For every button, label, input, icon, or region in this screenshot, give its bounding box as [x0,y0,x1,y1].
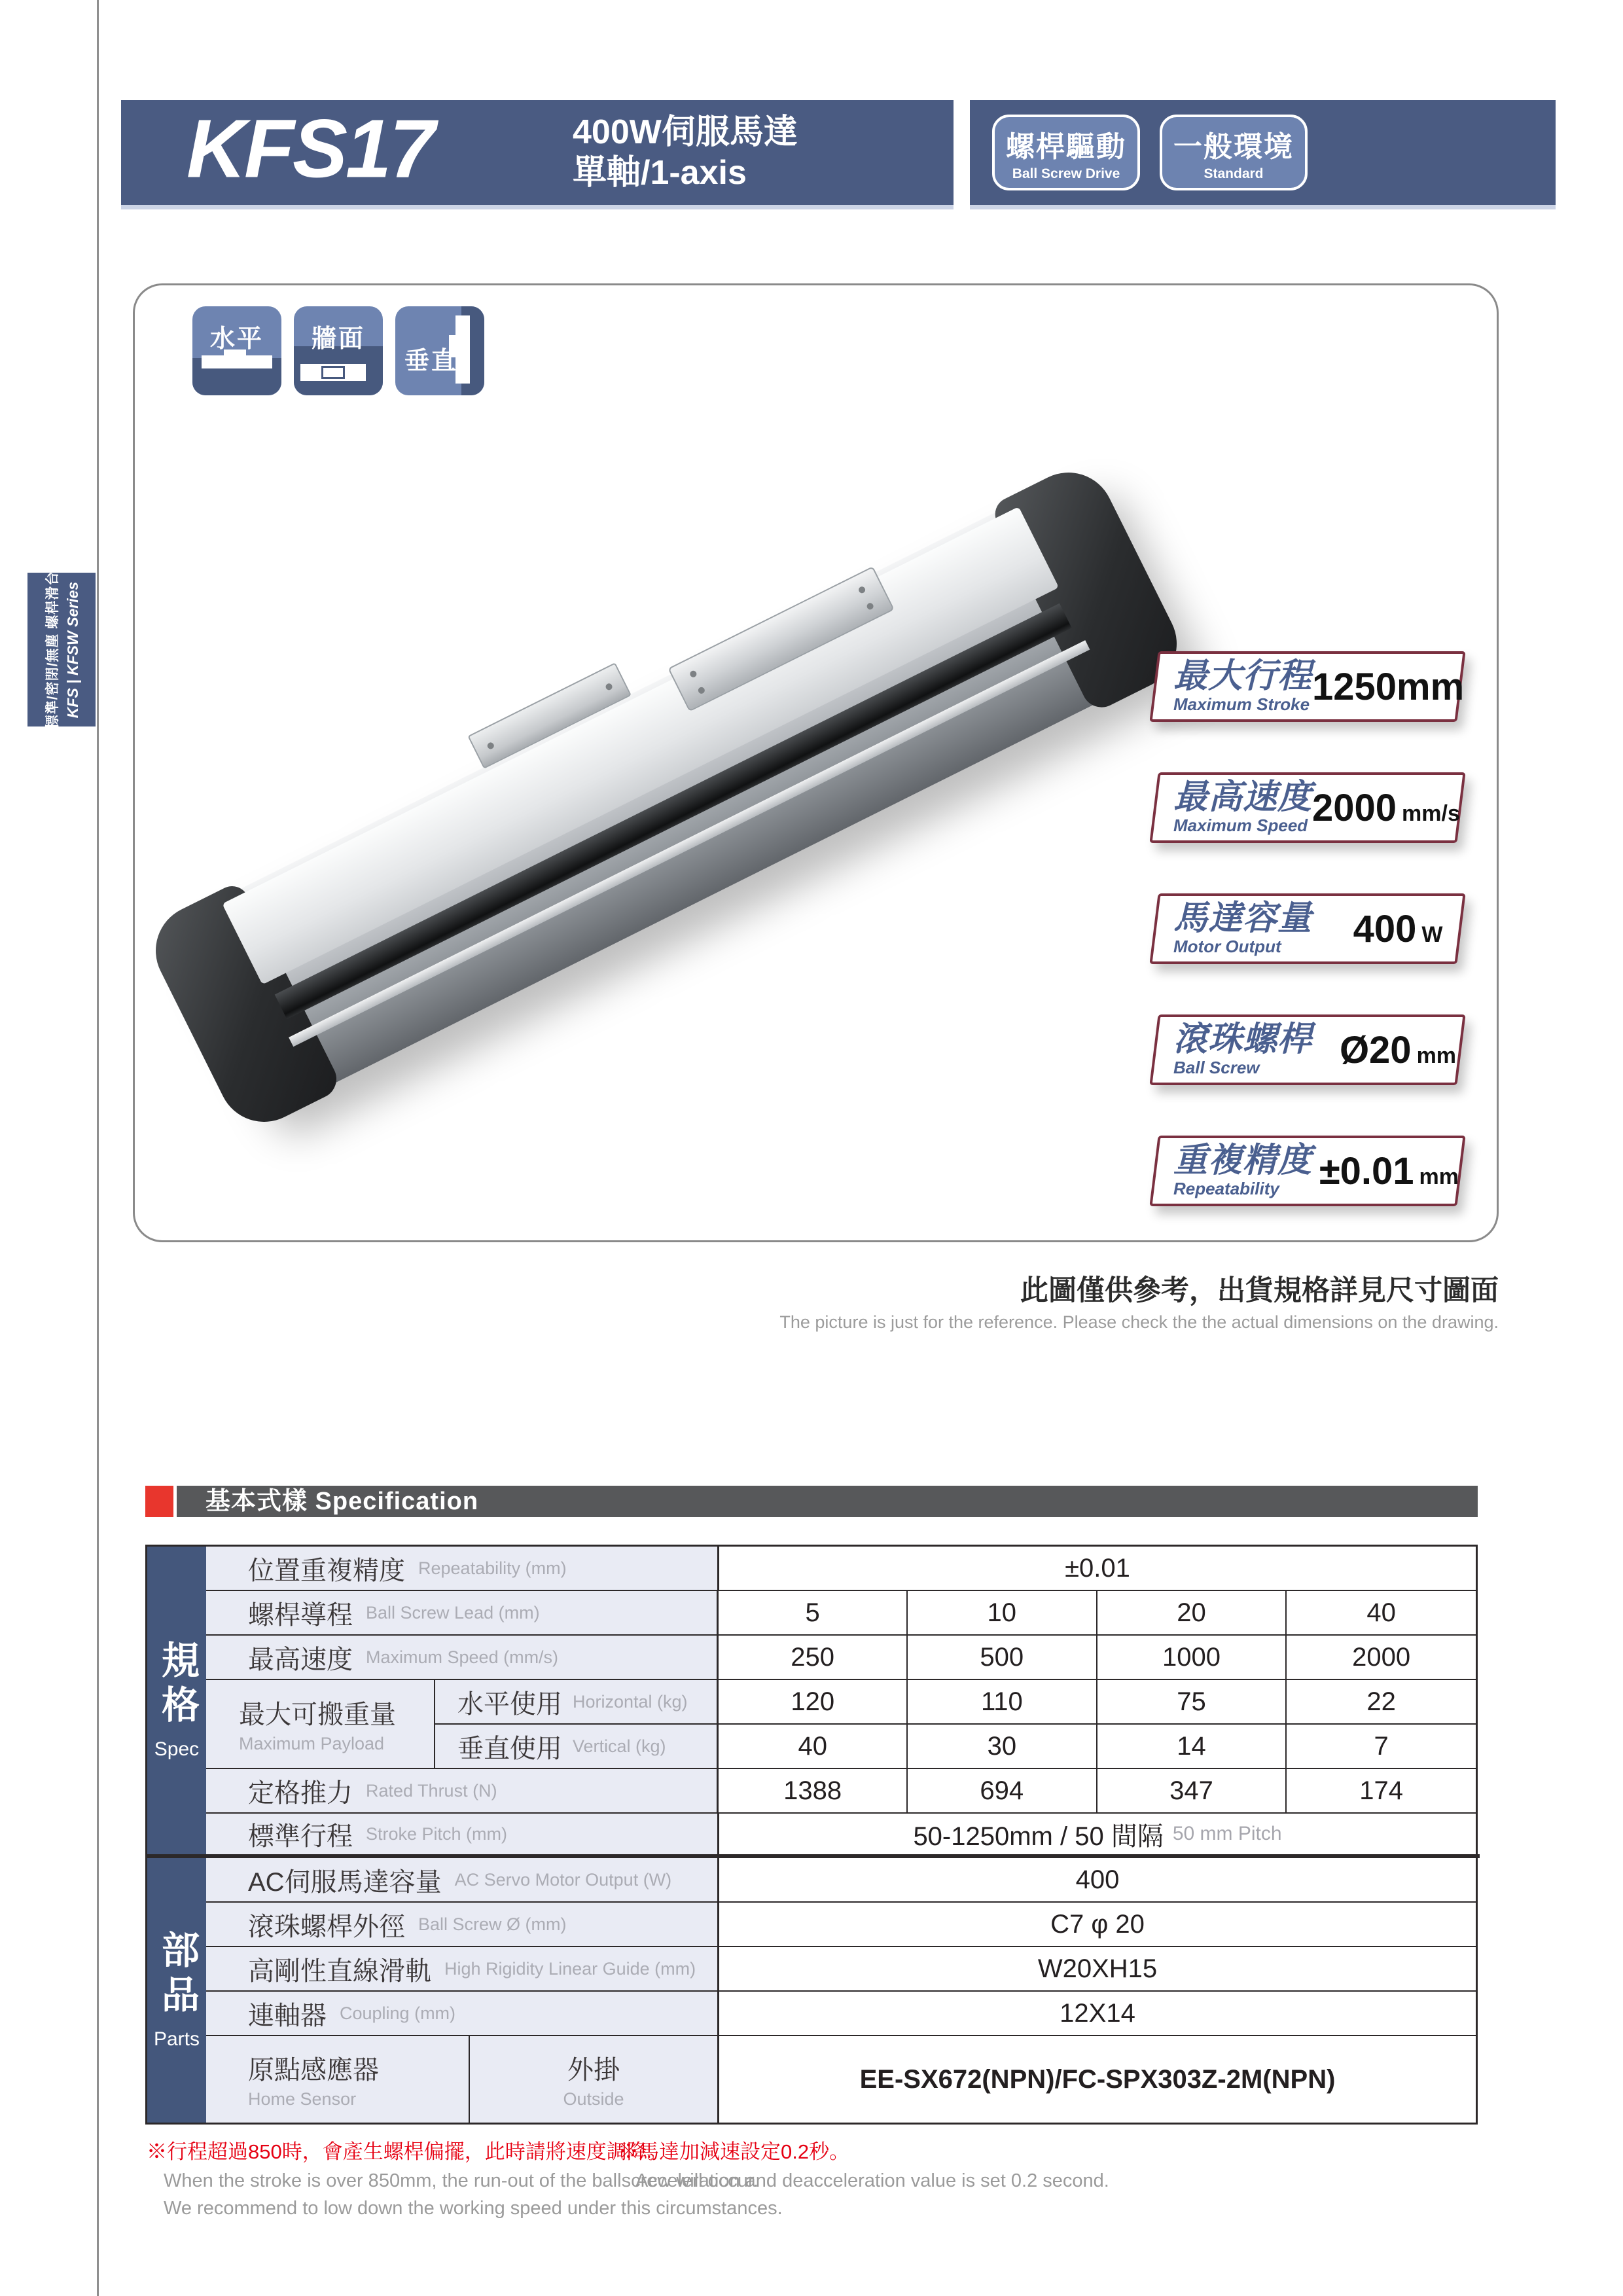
icon-slide-shape [202,355,272,368]
specification-section-bar [145,1486,1478,1517]
reference-note-zh: 此圖僅供參考，出貨規格詳見尺寸圖面 [1020,1275,1499,1306]
cell-thrust-1: 1388 [717,1769,906,1812]
screw-dot [486,742,495,750]
left-margin-rule [97,0,99,2296]
footnote-en-line1: When the stroke is over 850mm, the run-out of the ballscrew will occur. [164,2170,759,2191]
table-row: 原點感應器 Home Sensor 外掛 Outside EE-SX672(NPN)/FC-SPX303Z-2M(NPN) [206,2036,1476,2123]
callout-value: 2000 mm/s [1312,786,1460,829]
series-tab-en: KFS | KFSW Series [63,581,81,718]
table-row: AC伺服馬達容量 AC Servo Motor Output (W) 400 [206,1858,1476,1903]
spec-table [145,1545,1478,2125]
badge-en: Ball Screw Drive [1012,166,1120,181]
callout-zh: 最高速度 [1173,778,1313,816]
cell-lead-10: 10 [906,1591,1096,1634]
callout-repeatability [1149,1136,1465,1206]
table-row: 位置重複精度 Repeatability (mm) ±0.01 [206,1547,1476,1591]
product-image [155,470,1177,1124]
callout-en: Maximum Stroke [1173,694,1310,714]
wall-mount-icon [294,306,383,395]
screw-dot [866,602,874,611]
table-row: 連軸器 Coupling (mm) 12X14 [206,1992,1476,2036]
callout-value: ±0.01 mm [1319,1149,1459,1193]
cell-thrust-3: 347 [1096,1769,1286,1812]
badge-en: Standard [1204,166,1264,181]
cell-repeatability: ±0.01 [717,1547,1476,1590]
cell-lead-20: 20 [1096,1591,1286,1634]
cell-stroke-pitch: 50-1250mm / 50 間隔 50 mm Pitch [717,1814,1476,1854]
cell-vertical-1: 40 [717,1725,906,1768]
cell-vertical-3: 14 [1096,1725,1286,1768]
product-image-panel [133,283,1499,1242]
callout-zh: 滾珠螺桿 [1173,1020,1313,1058]
icon-label: 垂直 [404,348,459,375]
cell-thrust-2: 694 [906,1769,1096,1812]
cell-speed-2: 500 [906,1636,1096,1679]
cell-linear-guide: W20XH15 [717,1947,1476,1990]
badge-zh: 一般環境 [1173,131,1294,163]
screw-dot [697,686,705,694]
product-subtitle [573,112,798,194]
cell-horizontal-3: 75 [1096,1680,1286,1725]
badge-zh: 螺桿驅動 [1006,131,1126,163]
icon-label: 牆面 [311,325,365,353]
cell-horizontal-1: 120 [717,1680,906,1725]
footnote-red-zh: ※行程超過850時，會產生螺桿偏擺，此時請將速度調降。 [147,2140,668,2163]
series-side-tab [27,573,96,726]
product-header [121,100,954,205]
table-row: 最高速度 Maximum Speed (mm/s) 250 500 1000 2000 [206,1636,1476,1680]
cell-vertical-4: 7 [1285,1725,1476,1768]
icon-label: 水平 [209,325,264,353]
subtitle-line2: 單軸/1-axis [573,154,747,192]
feature-badges-bar [970,100,1556,205]
table-row: 定格推力 Rated Thrust (N) 1388 694 347 174 [206,1769,1476,1814]
cell-ball-screw-od: C7 φ 20 [717,1903,1476,1946]
footnote-acceleration [618,2135,1109,2192]
cell-lead-40: 40 [1285,1591,1476,1634]
table-band-parts: 部品 Parts [147,1858,206,2123]
cell-lead-5: 5 [717,1591,906,1634]
screw-dot [689,670,698,678]
section-title: 基本式樣 Specification [205,1488,479,1515]
cell-thrust-4: 174 [1285,1769,1476,1812]
footnote-red-zh: ※馬達加減速設定0.2秒。 [618,2140,850,2163]
callout-maximum-speed [1149,772,1465,843]
callout-value: 400 W [1353,907,1443,950]
badge-ball-screw-drive [992,115,1140,190]
table-row: 螺桿導程 Ball Screw Lead (mm) 5 10 20 40 [206,1591,1476,1636]
table-band-spec: 規格 Spec [147,1547,206,1854]
horizontal-mount-icon [192,306,281,395]
icon-carriage-shape [321,366,345,379]
vertical-mount-icon [395,306,484,395]
callout-value: 1250mm [1312,665,1465,708]
cell-speed-3: 1000 [1096,1636,1286,1679]
series-tab-text [27,573,96,726]
callout-en: Repeatability [1173,1178,1279,1198]
table-row: 滾珠螺桿外徑 Ball Screw Ø (mm) C7 φ 20 [206,1903,1476,1947]
section-red-marker [145,1486,177,1517]
reference-note [779,1268,1499,1333]
actuator-top-face [222,507,1059,984]
callout-en: Ball Screw [1173,1057,1260,1077]
callout-en: Maximum Speed [1173,815,1308,835]
callout-zh: 重複精度 [1173,1141,1313,1179]
table-row: 垂直使用 Vertical (kg) 40 30 14 7 [206,1725,1476,1769]
payload-main-label: 最大可搬重量 Maximum Payload [206,1680,434,1769]
callout-ball-screw [1149,1014,1465,1085]
cell-horizontal-4: 22 [1285,1680,1476,1725]
cell-horizontal-2: 110 [906,1680,1096,1725]
screw-dot [605,683,613,691]
cell-home-sensor: EE-SX672(NPN)/FC-SPX303Z-2M(NPN) [717,2036,1476,2123]
callout-maximum-stroke [1149,651,1465,722]
callout-motor-output [1149,893,1465,964]
footnote-en-line2: We recommend to low down the working speed under this circumstances. [164,2198,783,2219]
callout-value: Ø20 mm [1339,1028,1457,1071]
table-row: 水平使用 Horizontal (kg) 120 110 75 22 [206,1680,1476,1725]
subtitle-line1: 400W伺服馬達 [573,113,798,151]
cell-vertical-2: 30 [906,1725,1096,1768]
table-row: 標準行程 Stroke Pitch (mm) 50-1250mm / 50 間隔 50 mm Pitch [206,1814,1476,1854]
cell-speed-4: 2000 [1285,1636,1476,1679]
callout-zh: 馬達容量 [1173,899,1313,937]
callout-zh: 最大行程 [1173,656,1313,695]
cell-speed-1: 250 [717,1636,906,1679]
screw-dot [857,586,866,594]
table-row: 高剛性直線滑軌 High Rigidity Linear Guide (mm) W20XH15 [206,1947,1476,1992]
cell-servo-output: 400 [717,1858,1476,1901]
footnote-en-line1: Acceleration and deacceleration value is set 0.2 second. [635,2170,1109,2191]
reference-note-en: The picture is just for the reference. Please check the the actual dimensions on the drawing. [779,1312,1499,1332]
model-name: KFS17 [187,102,434,195]
callout-en: Motor Output [1173,936,1281,956]
series-tab-zh: 標準/密閉/無塵 螺桿滑台 [45,571,60,728]
badge-standard-environment [1160,115,1308,190]
cell-coupling: 12X14 [717,1992,1476,2035]
